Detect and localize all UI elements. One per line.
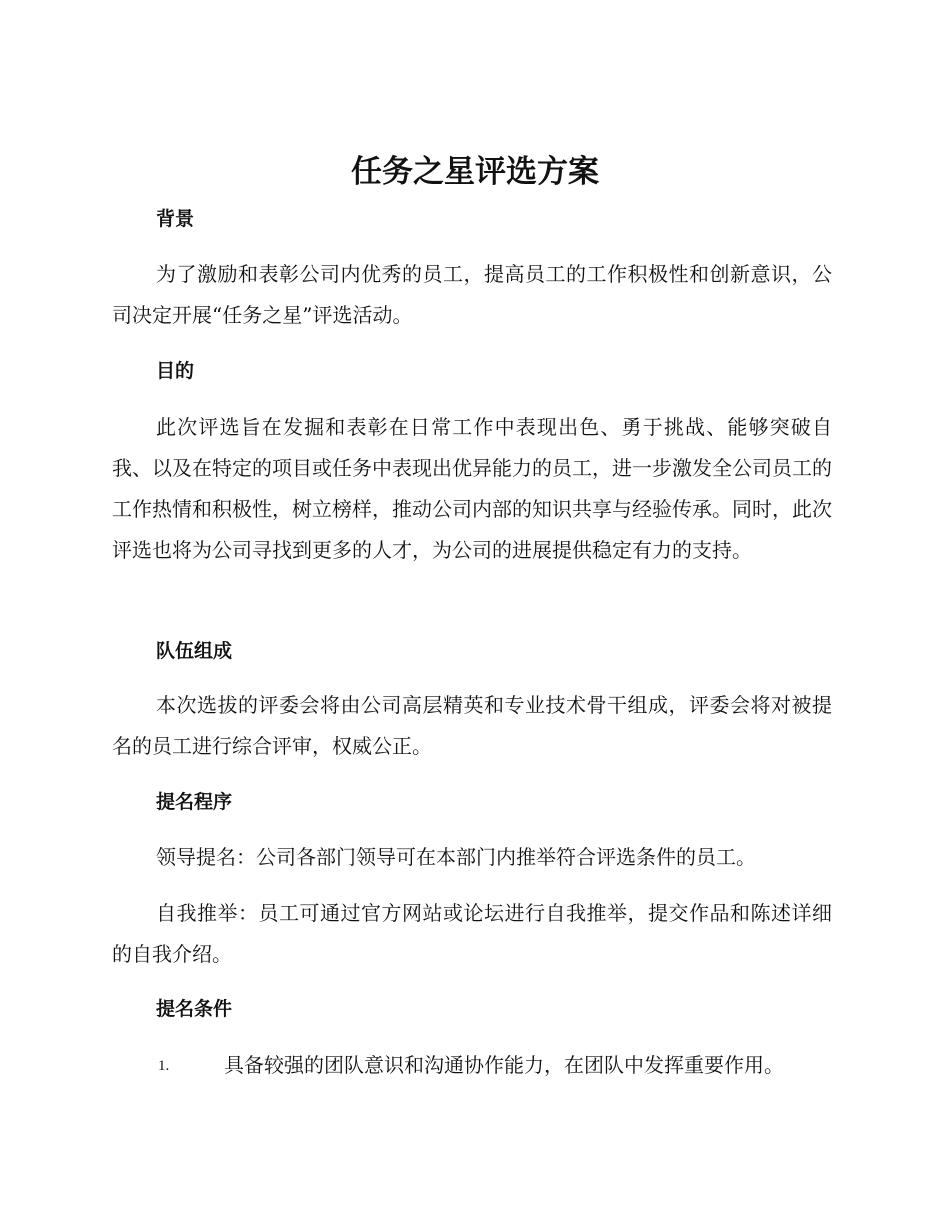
paragraph-background: 为了激励和表彰公司内优秀的员工，提高员工的工作积极性和创新意识，公司决定开展“任务之星”评选活动。	[112, 262, 832, 327]
paragraph-purpose: 此次评选旨在发掘和表彰在日常工作中表现出色、勇于挑战、能够突破自我、以及在特定的项目或任务中表现出优异能力的员工，进一步激发全公司员工的工作热情和积极性，树立榜样，推动公司内部的知识共享与经验传承。同时，此次评选也将为公司寻找到更多的人才，为公司的进展提供稳定有力的支持。	[112, 415, 832, 562]
section-heading-team: 队伍组成	[156, 640, 233, 662]
paragraph-leader-nomination: 领导提名：公司各部门领导可在本部门内推举符合评选条件的员工。	[156, 845, 756, 869]
list-item-number: 1.	[158, 1058, 170, 1074]
list-item	[158, 1048, 838, 1082]
section-heading-nomination-procedure: 提名程序	[156, 791, 233, 813]
paragraph-team: 本次选拔的评委会将由公司高层精英和专业技术骨干组成，评委会将对被提名的员工进行综合评审，权威公正。	[112, 693, 832, 758]
list-item-text: 具备较强的团队意识和沟通协作能力，在团队中发挥重要作用。	[224, 1053, 784, 1077]
section-heading-background: 背景	[156, 208, 195, 230]
section-heading-nomination-criteria: 提名条件	[156, 998, 233, 1020]
document-title: 任务之星评选方案	[351, 154, 599, 190]
paragraph-self-nomination: 自我推举：员工可通过官方网站或论坛进行自我推举，提交作品和陈述详细的自我介绍。	[112, 901, 832, 966]
section-heading-purpose: 目的	[156, 360, 195, 382]
